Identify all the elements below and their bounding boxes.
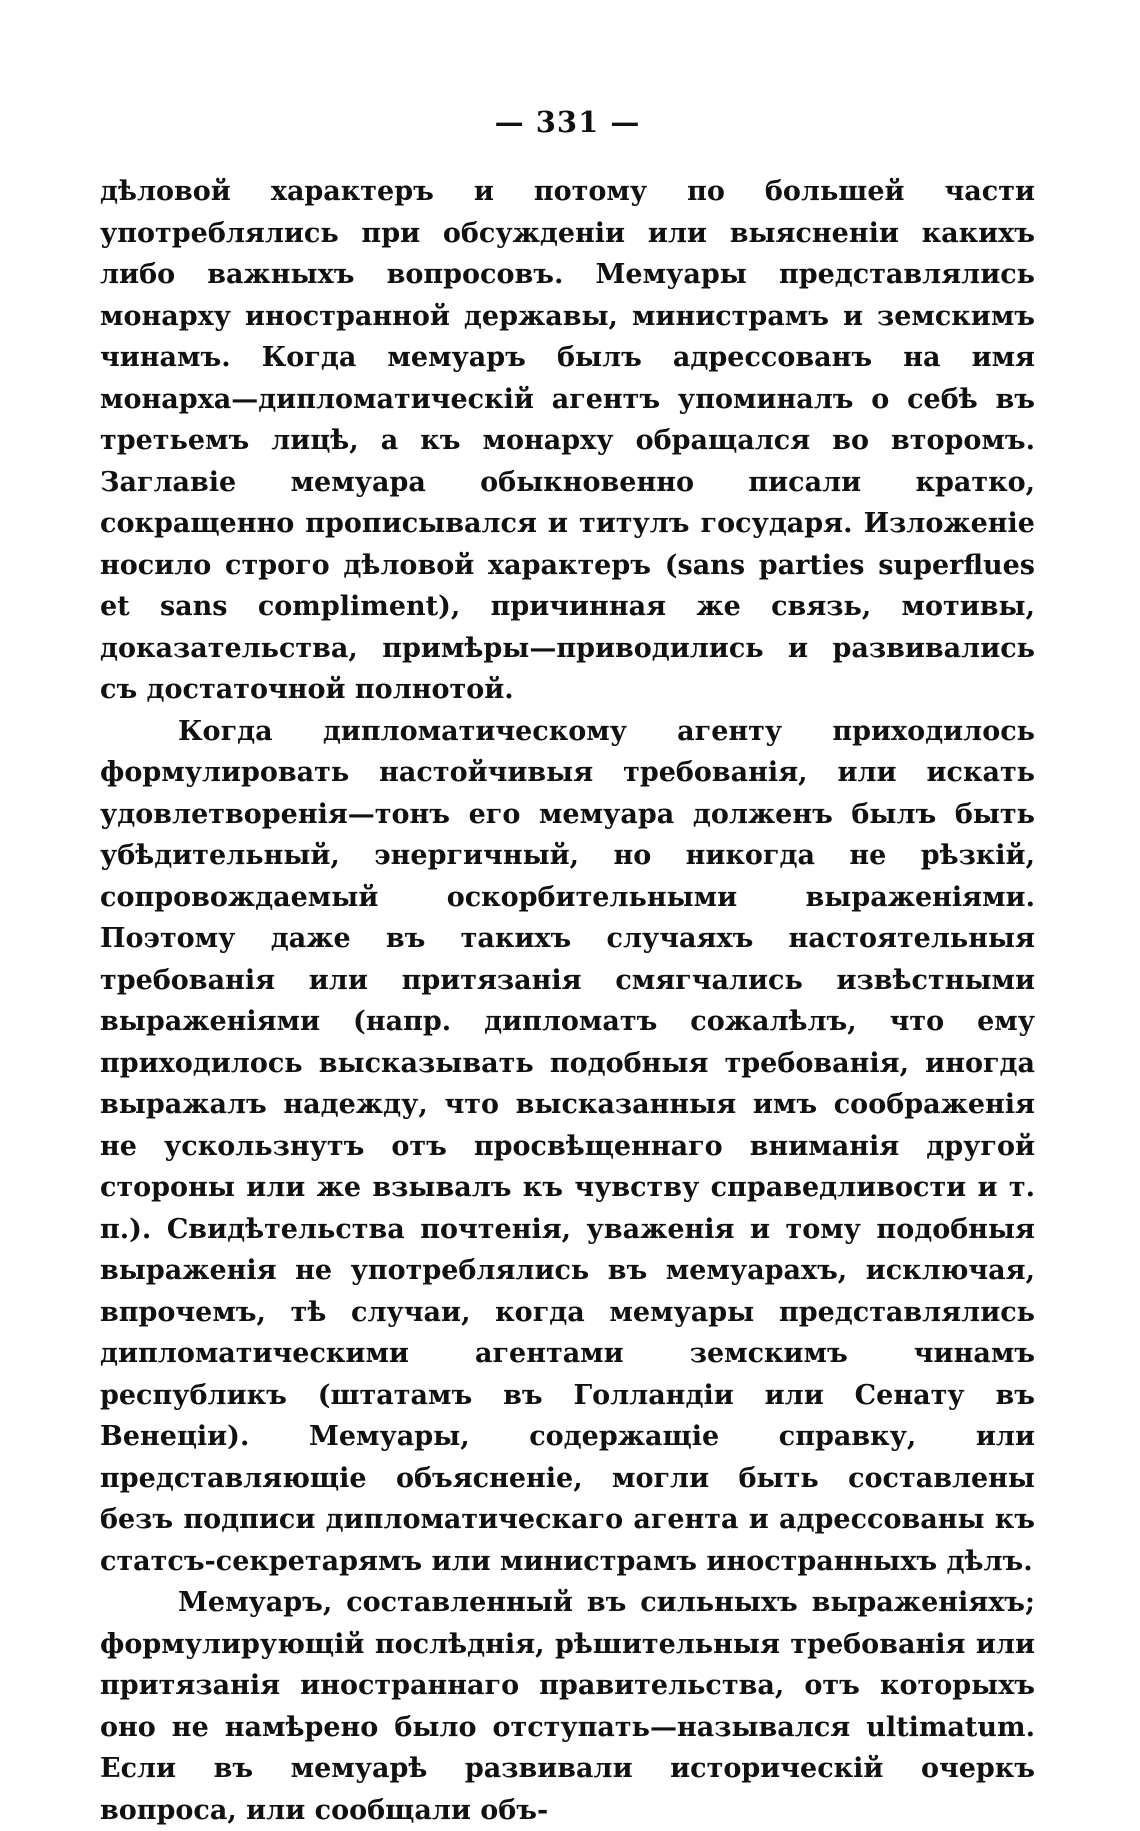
paragraph-3: Мемуаръ, составленный въ сильныхъ выраженіяхъ; формулирующій послѣднія, рѣшительныя требованія или притязанія иностраннаго правительства, отъ которыхъ оно не намѣрено было отступать—назывался ultimatum. Если въ мемуарѣ развивали историческій очеркъ вопроса, или сообщали объ-: [100, 1587, 1035, 1826]
book-page: [100, 95, 1035, 1831]
page-body: [100, 171, 1035, 1831]
page-number: — 331 —: [494, 105, 641, 139]
paragraph-2: Когда дипломатическому агенту приходилось формулировать настойчивыя требованія, или искать удовлетворенія—тонъ его мемуара долженъ былъ быть убѣдительный, энергичный, но никогда не рѣзкій, сопровождаемый оскорбительными выраженіями. Поэтому даже въ такихъ случаяхъ настоятельныя требованія или притязанія смягчались извѣстными выраженіями (напр. дипломатъ сожалѣлъ, что ему приходилось высказывать подобныя требованія, иногда выражалъ надежду, что высказанныя имъ соображенія не ускользнутъ отъ просвѣщеннаго вниманія другой стороны или же взывалъ къ чувству справедливости и т. п.). Свидѣтельства почтенія, уваженія и тому подобныя выраженія не употреблялись въ мемуарахъ, исключая, впрочемъ, тѣ случаи, когда мемуары представлялись дипломатическими агентами земскимъ чинамъ республикъ (штатамъ въ Голландіи или Сенату въ Венеціи). Мемуары, содержащіе справку, или представляющіе объясненіе, могли быть составлены безъ подписи дипломатическаго агента и адрессованы къ статсъ-секретарямъ или министрамъ иностранныхъ дѣлъ.: [100, 715, 1035, 1577]
paragraph-1: дѣловой характеръ и потому по большей части употреблялись при обсужденіи или выясненіи какихъ либо важныхъ вопросовъ. Мемуары представлялись монарху иностранной державы, министрамъ и земскимъ чинамъ. Когда мемуаръ былъ адрессованъ на имя монарха—дипломатическій агентъ упоминалъ о себѣ въ третьемъ лицѣ, а къ монарху обращался во второмъ. Заглавіе мемуара обыкновенно писали кратко, сокращенно прописывался и титулъ государя. Изложеніе носило строго дѣловой характеръ (sans parties superflues et sans compliment), причинная же связь, мотивы, доказательства, примѣры—приводились и развивались съ достаточной полнотой.: [100, 176, 1035, 705]
